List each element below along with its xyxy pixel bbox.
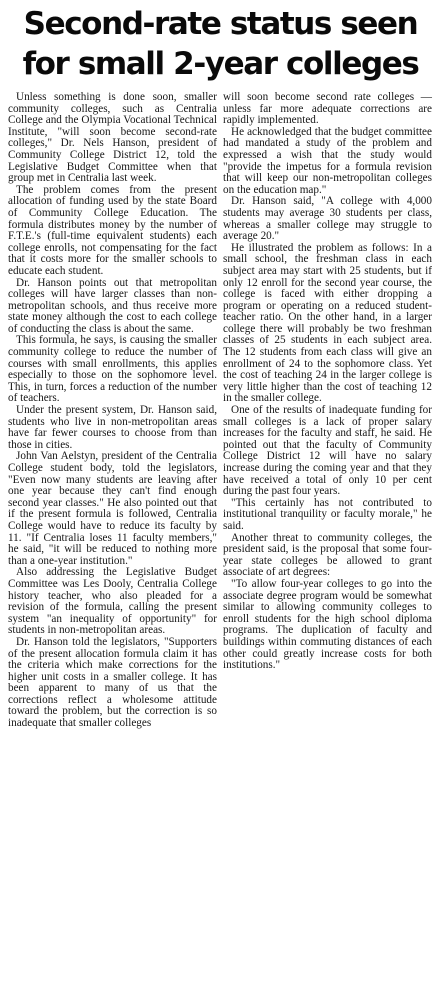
paragraph: "To allow four-year colleges to go into the associate degree program would be somewhat similar to allowing community colleges to enroll students for the high school diploma programs. The duplication of faculty and buildings within commuting distances of each other could greatly increase costs for both institutions." <box>223 577 432 672</box>
paragraph: He illustrated the problem as follows: In a small school, the freshman class in each subject area may start with 25 students, but if only 12 enroll for the second year course, the college is faced with either dropping a program or operating on a reduced student-teacher ratio. On the other hand, in a larger college there will probably be two freshman classes of 25 students in each subject area. The 12 students from each class will give an enrollment of 24 to the sophomore class. Yet the cost of teaching 24 in the larger college is very little higher than the cost of teaching 12 in the smaller college. <box>223 241 432 405</box>
paragraph: Dr. Hanson said, "A college with 4,000 students may average 30 students per class, whereas a smaller college may struggle to average 20." <box>223 195 432 243</box>
paragraph: One of the results of inadequate funding for small colleges is a lack of proper salary increases for the faculty and staff, he said. He pointed out that the faculty of Community College District 12 will have no salary increase during the coming year and that they have received a total of only 10 per cent during the past four years. <box>223 404 432 498</box>
paragraph: Dr. Hanson told the legislators, "Supporters of the present allocation formula claim it has the criteria which make corrections for the higher unit costs in a smaller college. It has been apparent to many of us that the corrections reflect a wholesome attitude toward the problem, but the correction is so inadequate that smaller colleges <box>8 635 217 730</box>
article-body <box>8 92 433 730</box>
paragraph: Dr. Hanson points out that metropolitan colleges will have larger classes than non-metropolitan schools, and thus receive more state money although the cost to each college of conducting the class is about the same. <box>8 276 217 335</box>
left-column <box>8 92 217 730</box>
headline-line-2: for small 2-year colleges <box>22 46 419 82</box>
right-column <box>223 92 432 730</box>
paragraph: Unless something is done soon, smaller community colleges, such as Centralia College and the Olympia Vocational Technical Institute, "will soon become second-rate colleges," Dr. Nels Hanson, president of Community College District 12, told the Legislative Budget Committee when that group met in Centralia last week. <box>8 91 217 185</box>
paragraph: This formula, he says, is causing the smaller community college to reduce the number of courses with small enrollments, this applies especially to those on the sophomore level. This, in turn, forces a reduction of the number of teachers. <box>8 334 217 405</box>
headline <box>8 4 433 84</box>
paragraph: Under the present system, Dr. Hanson said, students who live in non-metropolitan areas have far fewer courses to choose from than those in cities. <box>8 404 217 451</box>
headline-line-1: Second-rate status seen <box>23 6 418 42</box>
paragraph: The problem comes from the present allocation of funding used by the state Board of Community College Education. The formula distributes money by the number of F.T.E.'s (full-time equivalent students) each college enrolls, not compensating for the fact that it costs more for the smaller schools to educate each student. <box>8 183 217 277</box>
paragraph: Also addressing the Legislative Budget Committee was Les Dooly, Centralia College history teacher, who also pleaded for a revision of the formula, calling the present system "an inequality of opportunity" for students in non-metropolitan areas. <box>8 566 217 637</box>
paragraph: will soon become second rate colleges — unless far more adequate corrections are rapidly implemented. <box>223 91 432 127</box>
paragraph: Another threat to community colleges, the president said, is the proposal that some four-year state colleges be allowed to grant associate of art degrees: <box>223 531 432 579</box>
paragraph: John Van Aelstyn, president of the Centralia College student body, told the legislators, "Even now many students are leaving after one year because they can't find enough second year classes." He also pointed out that if the present formula is followed, Centralia College would have to reduce its faculty by 11. "If Centralia loses 11 faculty members," he said, "it will be reduced to nothing more than a one-year institution." <box>8 450 217 567</box>
paragraph: He acknowledged that the budget committee had mandated a study of the problem and expressed a wish that the study would "provide the impetus for a formula revision that will keep our non-metropolitan colleges on the education map." <box>223 125 432 196</box>
paragraph: "This certainly has not contributed to institutional tranquility or faculty morale," he said. <box>223 496 432 532</box>
